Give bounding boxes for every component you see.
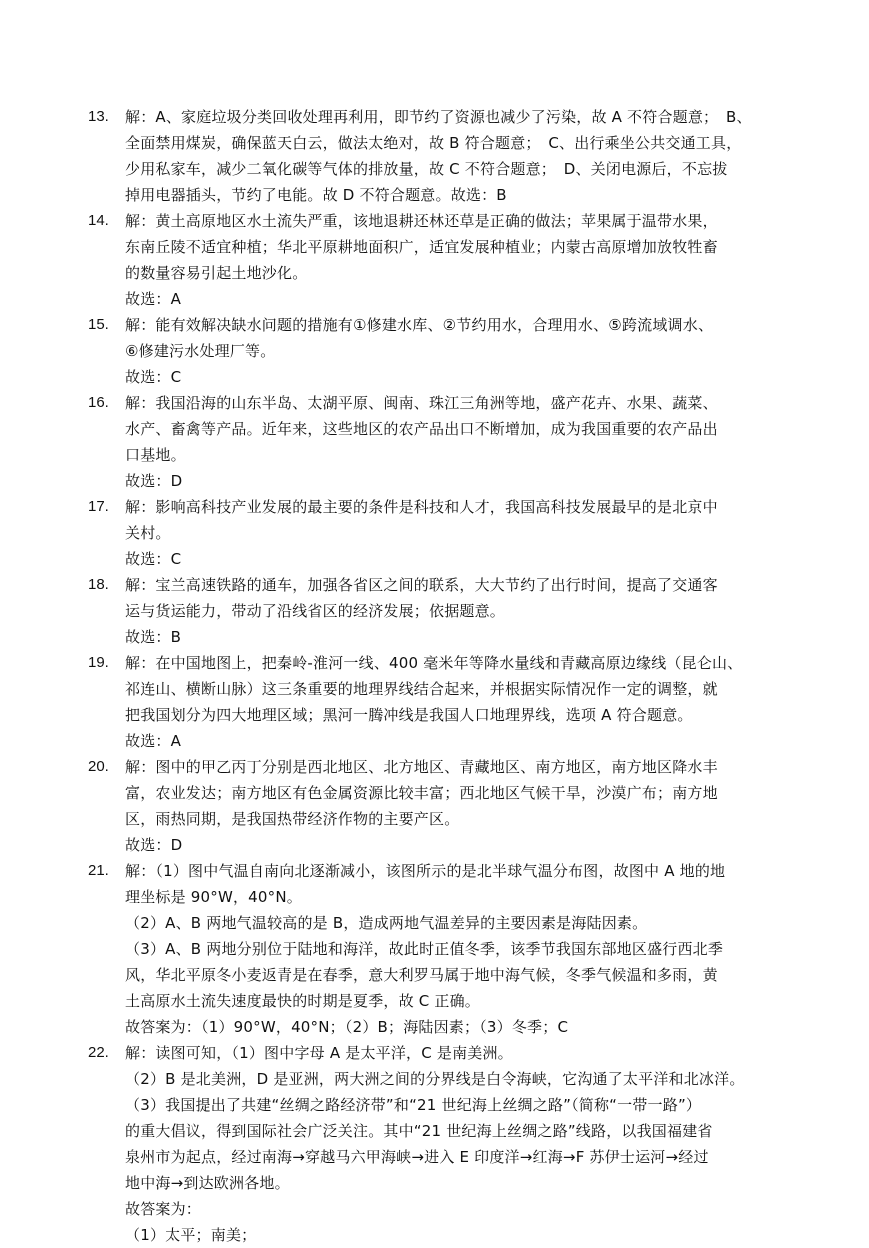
answer-line: 故选：A xyxy=(125,290,182,308)
answer-text xyxy=(125,104,800,208)
answer-item xyxy=(88,104,800,208)
answer-text xyxy=(125,494,800,572)
answer-line: 富，农业发达；南方地区有色金属资源比较丰富；西北地区气候干旱，沙漠广布；南方地 xyxy=(125,784,718,802)
answer-line: （1）太平；南美； xyxy=(125,1226,257,1244)
answer-line: 全面禁用煤炭，确保蓝天白云，做法太绝对，故 B 符合题意； C、出行乘坐公共交通工具， xyxy=(125,134,742,152)
answer-line: 口基地。 xyxy=(125,446,186,464)
answer-item xyxy=(88,858,800,1040)
answer-line: 解：图中的甲乙丙丁分别是西北地区、北方地区、青藏地区、南方地区，南方地区降水丰 xyxy=(125,758,718,776)
answer-item xyxy=(88,754,800,858)
answer-line: 解：我国沿海的山东半岛、太湖平原、闽南、珠江三角洲等地，盛产花卉、水果、蔬菜、 xyxy=(125,394,718,412)
answer-line: 解：读图可知，（1）图中字母 A 是太平洋，C 是南美洲。 xyxy=(125,1044,513,1062)
question-number: 17. xyxy=(88,498,109,515)
question-number: 20. xyxy=(88,758,109,775)
answer-line: 解：宝兰高速铁路的通车，加强各省区之间的联系，大大节约了出行时间，提高了交通客 xyxy=(125,576,718,594)
answer-list xyxy=(88,104,800,1248)
answer-text xyxy=(125,754,800,858)
answer-line: 故答案为： xyxy=(125,1200,202,1218)
answer-line: 故选：C xyxy=(125,368,182,386)
question-number: 15. xyxy=(88,316,109,333)
answer-line: 解：能有效解决缺水问题的措施有①修建水库、②节约用水，合理用水、⑤跨流域调水、 xyxy=(125,316,714,334)
answer-line: 故选：A xyxy=(125,732,182,750)
answer-line: 把我国划分为四大地理区域；黑河一腾冲线是我国人口地理界线，选项 A 符合题意。 xyxy=(125,706,693,724)
question-number: 18. xyxy=(88,576,109,593)
question-number: 22. xyxy=(88,1044,109,1061)
answer-line: 土高原水土流失速度最快的时期是夏季，故 C 正确。 xyxy=(125,992,481,1010)
answer-line: 故选：B xyxy=(125,628,182,646)
answer-item xyxy=(88,208,800,312)
answer-document xyxy=(88,104,800,1248)
answer-line: 解：影响高科技产业发展的最主要的条件是科技和人才，我国高科技发展最早的是北京中 xyxy=(125,498,718,516)
answer-line: ⑥修建污水处理厂等。 xyxy=(125,342,276,360)
answer-line: （2）B 是北美洲，D 是亚洲，两大洲之间的分界线是白令海峡，它沟通了太平洋和北冰洋。 xyxy=(125,1070,745,1088)
answer-line: 解：黄土高原地区水土流失严重，该地退耕还林还草是正确的做法；苹果属于温带水果， xyxy=(125,212,718,230)
answer-text xyxy=(125,572,800,650)
answer-line: 运与货运能力，带动了沿线省区的经济发展；依据题意。 xyxy=(125,602,506,620)
answer-text xyxy=(125,650,800,754)
answer-line: 泉州市为起点，经过南海→穿越马六甲海峡→进入 E 印度洋→红海→F 苏伊士运河→经过 xyxy=(125,1148,709,1166)
answer-item xyxy=(88,494,800,572)
question-number: 21. xyxy=(88,862,109,879)
question-number: 19. xyxy=(88,654,109,671)
answer-line: 地中海→到达欧洲各地。 xyxy=(125,1174,290,1192)
answer-line: 少用私家车，减少二氧化碳等气体的排放量，故 C 不符合题意； D、关闭电源后，不忘拔 xyxy=(125,160,728,178)
answer-item xyxy=(88,650,800,754)
answer-line: 水产、畜禽等产品。近年来，这些地区的农产品出口不断增加，成为我国重要的农产品出 xyxy=(125,420,718,438)
answer-line: 的数量容易引起土地沙化。 xyxy=(125,264,308,282)
question-number: 14. xyxy=(88,212,109,229)
answer-line: 关村。 xyxy=(125,524,171,542)
answer-line: 故选：D xyxy=(125,836,183,854)
answer-line: 故选：C xyxy=(125,550,182,568)
question-number: 16. xyxy=(88,394,109,411)
answer-line: 东南丘陵不适宜种植；华北平原耕地面积广，适宜发展种植业；内蒙古高原增加放牧牲畜 xyxy=(125,238,718,256)
answer-line: 区，雨热同期，是我国热带经济作物的主要产区。 xyxy=(125,810,460,828)
answer-line: （3）A、B 两地分别位于陆地和海洋，故此时正值冬季，该季节我国东部地区盛行西北季 xyxy=(125,940,724,958)
answer-item xyxy=(88,390,800,494)
question-number: 13. xyxy=(88,108,109,125)
answer-line: 风，华北平原冬小麦返青是在春季，意大利罗马属于地中海气候，冬季气候温和多雨，黄 xyxy=(125,966,718,984)
answer-line: 解：在中国地图上，把秦岭-淮河一线、400 毫米年等降水量线和青藏高原边缘线（昆仑山、 xyxy=(125,654,743,672)
answer-line: 解：（1）图中气温自南向北逐渐减小，该图所示的是北半球气温分布图，故图中 A 地的地 xyxy=(125,862,726,880)
answer-item xyxy=(88,1040,800,1248)
answer-text xyxy=(125,208,800,312)
answer-text xyxy=(125,858,800,1040)
answer-item xyxy=(88,572,800,650)
answer-line: 故选：D xyxy=(125,472,183,490)
answer-line: 的重大倡议，得到国际社会广泛关注。其中“21 世纪海上丝绸之路”线路，以我国福建省 xyxy=(125,1122,713,1140)
answer-text xyxy=(125,1040,800,1248)
answer-line: （3）我国提出了共建“丝绸之路经济带”和“21 世纪海上丝绸之路”（简称“一带一路”） xyxy=(125,1096,702,1114)
answer-line: 祁连山、横断山脉）这三条重要的地理界线结合起来，并根据实际情况作一定的调整，就 xyxy=(125,680,718,698)
answer-line: （2）A、B 两地气温较高的是 B，造成两地气温差异的主要因素是海陆因素。 xyxy=(125,914,648,932)
answer-line: 解：A、家庭垃圾分类回收处理再利用，即节约了资源也减少了污染，故 A 不符合题意； B、 xyxy=(125,108,752,126)
answer-line: 故答案为：（1）90°W，40°N；（2）B；海陆因素；（3）冬季；C xyxy=(125,1018,569,1036)
answer-text xyxy=(125,312,800,390)
answer-line: 掉用电器插头，节约了电能。故 D 不符合题意。故选：B xyxy=(125,186,507,204)
answer-text xyxy=(125,390,800,494)
answer-item xyxy=(88,312,800,390)
answer-line: 理坐标是 90°W，40°N。 xyxy=(125,888,302,906)
